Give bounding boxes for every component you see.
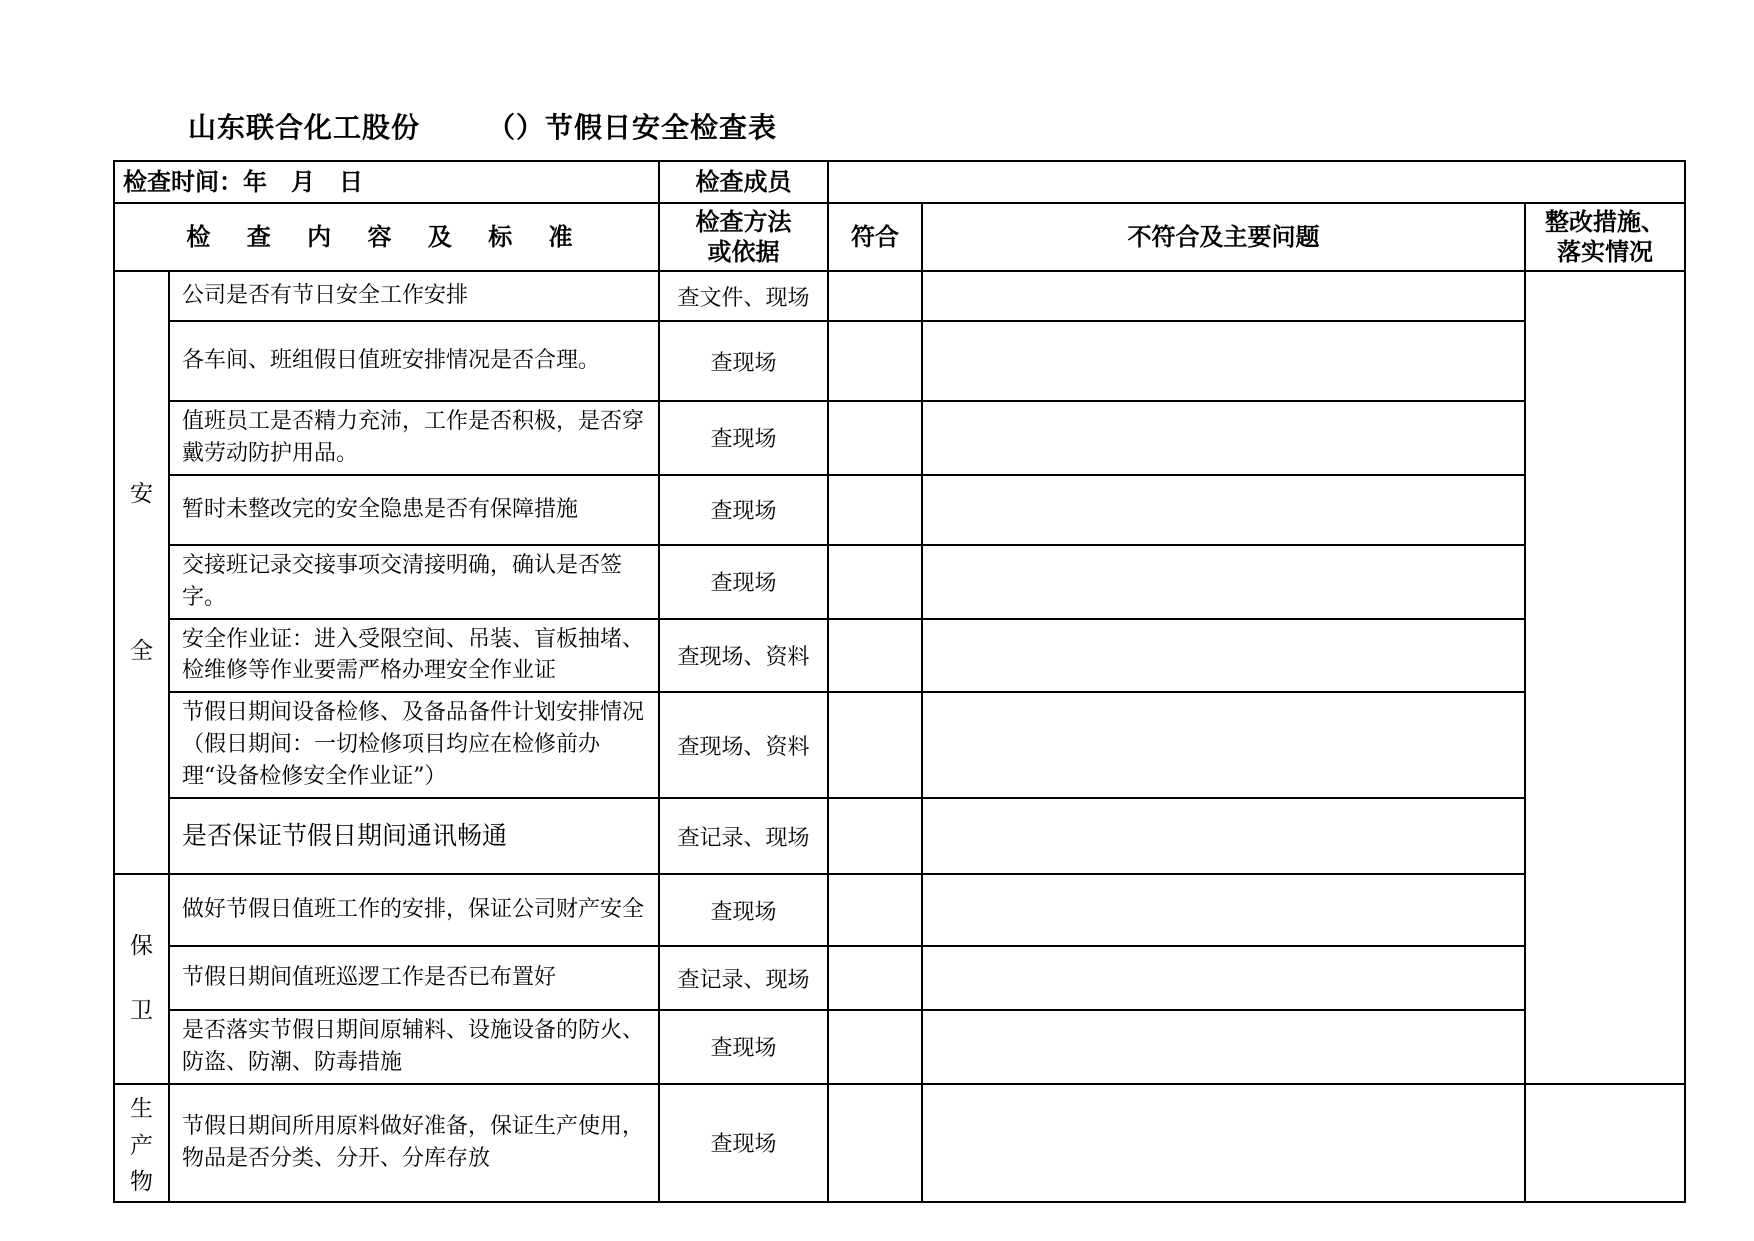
category-security-char1: 保 xyxy=(130,933,153,960)
conform-cell[interactable] xyxy=(828,1010,922,1084)
table-row xyxy=(114,946,1685,1010)
table-row xyxy=(114,798,1685,874)
issues-cell[interactable] xyxy=(922,271,1525,321)
table-row xyxy=(114,692,1685,798)
members-label: 检查成员 xyxy=(659,161,828,203)
table-row xyxy=(114,271,1685,321)
issues-cell[interactable] xyxy=(922,545,1525,619)
method-header xyxy=(659,203,828,271)
rectify-header-line2: 落实情况 xyxy=(1557,238,1654,266)
conform-cell[interactable] xyxy=(828,1084,922,1202)
category-production xyxy=(114,1084,169,1202)
conform-header: 符合 xyxy=(828,203,922,271)
table-row xyxy=(114,1084,1685,1202)
method-text: 查记录、现场 xyxy=(659,798,828,874)
category-security-char2: 卫 xyxy=(130,997,153,1024)
conform-cell[interactable] xyxy=(828,874,922,946)
item-text: 节假日期间值班巡逻工作是否已布置好 xyxy=(169,946,659,1010)
issues-header: 不符合及主要问题 xyxy=(922,203,1525,271)
method-text: 查现场 xyxy=(659,401,828,475)
rectify-cell[interactable] xyxy=(1525,1084,1685,1202)
rectify-header xyxy=(1525,203,1685,271)
header-row-columns xyxy=(114,203,1685,271)
category-safety xyxy=(114,271,169,874)
issues-cell[interactable] xyxy=(922,692,1525,798)
method-text: 查现场 xyxy=(659,1010,828,1084)
inspection-table xyxy=(113,160,1686,1203)
table-row xyxy=(114,874,1685,946)
conform-cell[interactable] xyxy=(828,619,922,693)
category-safety-char1: 安 xyxy=(130,480,153,507)
conform-cell[interactable] xyxy=(828,321,922,401)
issues-cell[interactable] xyxy=(922,1084,1525,1202)
category-security xyxy=(114,874,169,1084)
conform-cell[interactable] xyxy=(828,692,922,798)
category-safety-char2: 全 xyxy=(130,637,153,664)
content-header: 检 查 内 容 及 标 准 xyxy=(114,203,659,271)
table-row xyxy=(114,619,1685,693)
title-company: 山东联合化工股份 xyxy=(188,111,421,144)
table-row xyxy=(114,545,1685,619)
rectify-header-line1: 整改措施、 xyxy=(1545,208,1666,236)
issues-cell[interactable] xyxy=(922,619,1525,693)
issues-cell[interactable] xyxy=(922,798,1525,874)
rectify-cell[interactable] xyxy=(1525,271,1685,1084)
category-production-char1: 生 xyxy=(130,1095,153,1122)
check-time-label: 检查时间：年 月 日 xyxy=(114,161,659,203)
table-row xyxy=(114,401,1685,475)
header-row-time xyxy=(114,161,1685,203)
table-row xyxy=(114,1010,1685,1084)
item-text: 各车间、班组假日值班安排情况是否合理。 xyxy=(169,321,659,401)
item-text: 节假日期间所用原料做好准备，保证生产使用，物品是否分类、分开、分库存放 xyxy=(169,1084,659,1202)
item-text: 值班员工是否精力充沛，工作是否积极，是否穿戴劳动防护用品。 xyxy=(169,401,659,475)
item-text: 交接班记录交接事项交清接明确，确认是否签字。 xyxy=(169,545,659,619)
method-header-line2: 或依据 xyxy=(707,238,780,266)
method-text: 查现场、资料 xyxy=(659,692,828,798)
issues-cell[interactable] xyxy=(922,475,1525,545)
table-row xyxy=(114,475,1685,545)
category-production-char2: 产 xyxy=(130,1132,153,1159)
issues-cell[interactable] xyxy=(922,321,1525,401)
conform-cell[interactable] xyxy=(828,271,922,321)
issues-cell[interactable] xyxy=(922,1010,1525,1084)
item-text: 安全作业证：进入受限空间、吊装、盲板抽堵、检维修等作业要需严格办理安全作业证 xyxy=(169,619,659,693)
item-text: 做好节假日值班工作的安排，保证公司财产安全 xyxy=(169,874,659,946)
item-text: 是否落实节假日期间原辅料、设施设备的防火、防盗、防潮、防毒措施 xyxy=(169,1010,659,1084)
method-text: 查记录、现场 xyxy=(659,946,828,1010)
table-row xyxy=(114,321,1685,401)
method-text: 查现场 xyxy=(659,1084,828,1202)
conform-cell[interactable] xyxy=(828,946,922,1010)
method-text: 查现场 xyxy=(659,475,828,545)
item-text: 暂时未整改完的安全隐患是否有保障措施 xyxy=(169,475,659,545)
category-production-char3: 物 xyxy=(130,1169,153,1196)
method-header-line1: 检查方法 xyxy=(695,208,792,236)
conform-cell[interactable] xyxy=(828,545,922,619)
method-text: 查现场 xyxy=(659,874,828,946)
item-text: 节假日期间设备检修、及备品备件计划安排情况（假日期间：一切检修项目均应在检修前办理“设备检修安全作业证”） xyxy=(169,692,659,798)
issues-cell[interactable] xyxy=(922,874,1525,946)
method-text: 查现场、资料 xyxy=(659,619,828,693)
method-text: 查文件、现场 xyxy=(659,271,828,321)
conform-cell[interactable] xyxy=(828,798,922,874)
method-text: 查现场 xyxy=(659,545,828,619)
title-text: （）节假日安全检查表 xyxy=(487,111,778,144)
issues-cell[interactable] xyxy=(922,401,1525,475)
item-text: 公司是否有节日安全工作安排 xyxy=(169,271,659,321)
method-text: 查现场 xyxy=(659,321,828,401)
document-title xyxy=(0,106,1754,146)
members-field[interactable] xyxy=(828,161,1685,203)
item-text: 是否保证节假日期间通讯畅通 xyxy=(169,798,659,874)
issues-cell[interactable] xyxy=(922,946,1525,1010)
conform-cell[interactable] xyxy=(828,475,922,545)
conform-cell[interactable] xyxy=(828,401,922,475)
